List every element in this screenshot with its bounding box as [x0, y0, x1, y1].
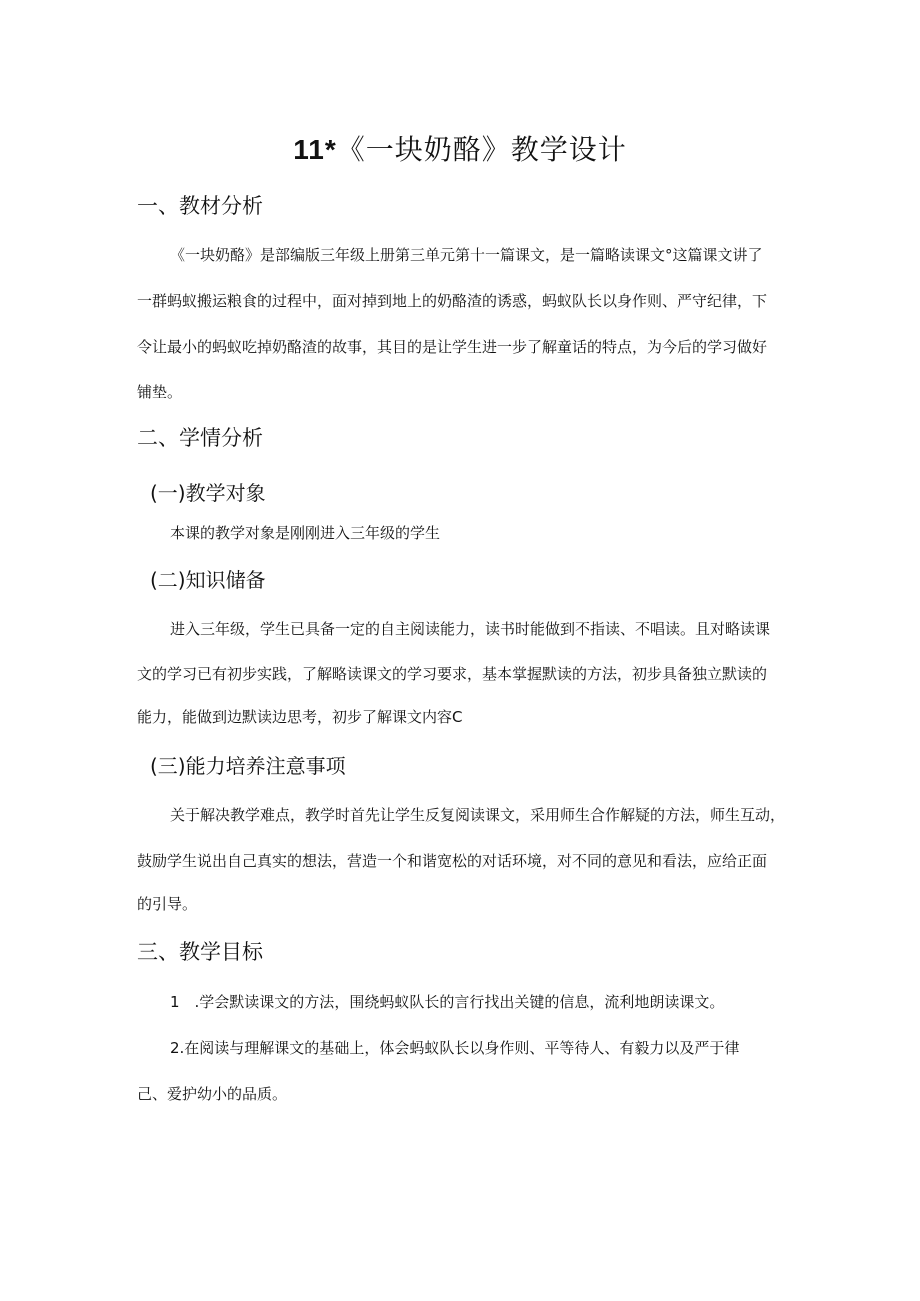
- page-title: [0, 128, 920, 168]
- title-text: 《一块奶酪》教学设计: [336, 133, 627, 166]
- paragraph-line: 2.在阅读与理解课文的基础上，体会蚂蚁队长以身作则、平等待人、有毅力以及严于律: [170, 1039, 740, 1057]
- paragraph-line: 令让最小的蚂蚁吃掉奶酪渣的故事，其目的是让学生进一步了解童话的特点，为今后的学习做好: [137, 338, 768, 356]
- section-heading-teaching-goals: 三、教学目标: [137, 940, 263, 964]
- paragraph-line: 的引导。: [137, 895, 198, 913]
- paragraph-line: 己、爱护幼小的品质。: [137, 1085, 288, 1103]
- paragraph-line: 《一块奶酪》是部编版三年级上册第三单元第十一篇课文，是一篇略读课文°这篇课文讲了: [170, 246, 763, 264]
- paragraph-line: 关于解决教学难点，教学时首先让学生反复阅读课文，采用师生合作解疑的方法，师生互动，: [170, 806, 786, 824]
- teaching-object-text: 本课的教学对象是刚刚进入三年级的学生: [170, 524, 441, 542]
- paragraph-line: 鼓励学生说出自己真实的想法，营造一个和谐宽松的对话环境，对不同的意见和看法，应给正面: [137, 852, 768, 870]
- paragraph-line: 进入三年级，学生已具备一定的自主阅读能力，读书时能做到不指读、不唱读。且对略读课: [170, 620, 771, 638]
- title-number: 11*: [293, 134, 337, 165]
- section-heading-materials: 一、教材分析: [137, 194, 263, 218]
- subheading-teaching-object: (一)教学对象: [150, 481, 266, 505]
- section-heading-student-analysis: 二、学情分析: [137, 426, 263, 450]
- subheading-ability-notes: (三)能力培养注意事项: [150, 754, 346, 778]
- paragraph-line: 一群蚂蚁搬运粮食的过程中，面对掉到地上的奶酪渣的诱惑，蚂蚁队长以身作则、严守纪律，下: [137, 292, 768, 310]
- paragraph-line: 文的学习已有初步实践，了解略读课文的学习要求，基本掌握默读的方法，初步具备独立默读的: [137, 665, 768, 683]
- paragraph-line: 能力，能做到边默读边思考，初步了解课文内容C: [137, 708, 463, 726]
- paragraph-line: 铺垫。: [137, 383, 183, 401]
- goal-item-1: 1 .学会默读课文的方法，围绕蚂蚁队长的言行找出关键的信息，流利地朗读课文。: [170, 993, 725, 1011]
- subheading-knowledge-reserve: (二)知识储备: [150, 568, 266, 592]
